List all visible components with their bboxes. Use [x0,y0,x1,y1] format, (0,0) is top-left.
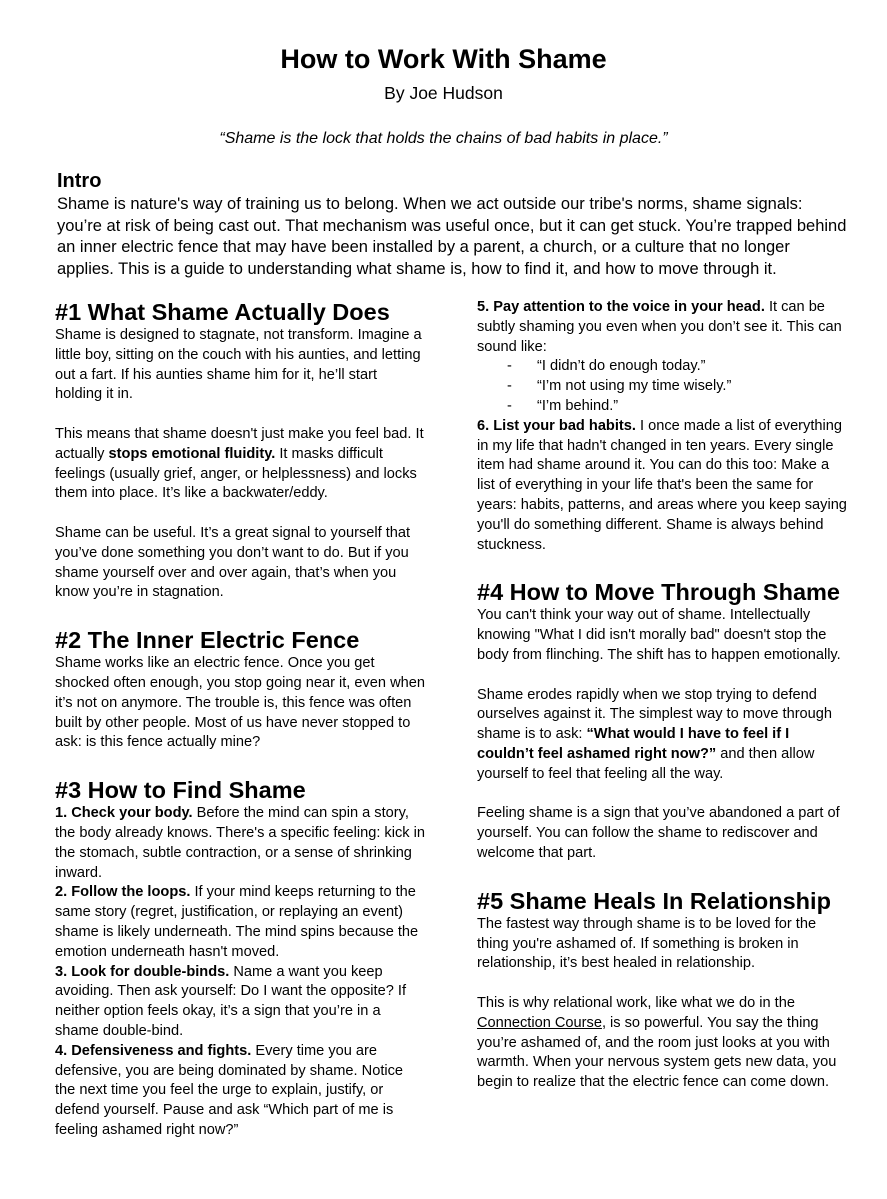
section-5-paragraph-2: This is why relational work, like what we do in the Connection Course, is so powerful. You say the thing you’re ashamed of, and the room just looks at you with warmth. When your nervous system gets new data, you begin to realize that the electric fence can come down. [477,994,837,1091]
section-2-heading: #2 The Inner Electric Fence [55,627,360,654]
section-4-paragraph-3: Feeling shame is a sign that you’ve abandoned a part of yourself. You can follow the shame to rediscover and welcome that part. [477,805,840,861]
section-5-heading: #5 Shame Heals In Relationship [477,887,831,914]
section-3-heading: #3 How to Find Shame [55,777,306,804]
epigraph-quote: “Shame is the lock that holds the chains of bad habits in place.” [219,130,668,147]
section-1-paragraph-3: Shame can be useful. It’s a great signal to yourself that you’ve done something you don’t want to do. But if you shame yourself over and over again, that’s when you know you’re in stagnation. [55,524,411,601]
section-1-paragraph-2: This means that shame doesn't just make you feel bad. It actually stops emotional fluidity. It masks difficult feelings (usually grief, anger, or helplessness) and locks them into place. It’s like a backwater/eddy. [55,425,424,502]
intro-heading: Intro [57,170,102,192]
find-step-5: 5. Pay attention to the voice in your head. It can be subtly shaming you even when you don’t see it. This can sound like: [477,299,842,355]
list-item: - “I’m not using my time wisely.” [507,378,732,395]
key-question: “What would I have to feel if I couldn’t feel ashamed right now?” [477,726,790,762]
find-step-4: 4. Defensiveness and fights. Every time you are defensive, you are being dominated by shame. Notice the next time you feel the urge to explain, justify, or defend yourself. Pause and ask “Which part of me is feeling ashamed right now?” [55,1042,404,1138]
author-byline: By Joe Hudson [384,83,503,103]
section-1-heading: #1 What Shame Actually Does [55,299,390,325]
intro-section [57,169,847,280]
connection-course-link[interactable]: Connection Course [477,1014,602,1031]
find-step-2: 2. Follow the loops. If your mind keeps returning to the same story (regret, justification, or replaying an event) shame is likely underneath. The mind spins because the emotion underneath hasn't moved. [55,884,419,960]
page-title: How to Work With Shame [280,44,607,74]
section-4-paragraph-1: You can't think your way out of shame. Intellectually knowing "What I did isn't morally bad" doesn't stop the body from flinching. The shift has to happen emotionally. [477,607,841,663]
find-step-1: 1. Check your body. Before the mind can spin a story, the body already knows. There's a specific feeling: kick in the stomach, subtle contraction, or a sense of shrinking inward. [55,805,425,881]
left-column [55,298,427,1141]
list-item: - “I didn’t do enough today.” [507,358,706,375]
section-4-paragraph-2: Shame erodes rapidly when we stop trying to defend ourselves against it. The simplest way to move through shame is to ask: “What would I have to feel if I couldn’t feel ashamed right now?” and then allow yourself to feel that feeling all the way. [477,686,833,782]
right-column [477,298,849,1093]
emphasis-text: stops emotional fluidity. [108,445,276,462]
section-2-paragraph-1: Shame works like an electric fence. Once you get shocked often enough, you stop going near it, even when it’s not on anymore. The trouble is, this fence was often built by other people. Most of us have never stopped to ask: is this fence actually mine? [55,655,425,751]
find-step-3: 3. Look for double-binds. Name a want you keep avoiding. Then ask yourself: Do I want the opposite? If neither option feels okay, it’s a sign that you’re in a shame double-bind. [55,963,406,1039]
section-5-paragraph-1: The fastest way through shame is to be loved for the thing you're ashamed of. If something is broken in relationship, it’s best healed in relationship. [477,915,817,972]
intro-text: Shame is nature's way of training us to belong. When we act outside our tribe's norms, shame signals: you’re at risk of being cast out. That mechanism was useful once, but it can get stuck. You’re trapped behind an inner electric fence that may have been installed by a parent, a church, or a culture that no longer applies. This is a guide to understanding what shame is, how to find it, and how to move through it. [57,195,847,278]
inner-voice-list [477,357,849,416]
find-step-6: 6. List your bad habits. I once made a list of everything in my life that hadn't changed in ten years. Every single item had shame around it. You can do this too: Make a list of everything in your life that's been the same for years: habits, patterns, and areas where you keep saying you'll do something different. Shame is always behind stuckness. [477,417,847,553]
list-item: - “I’m behind.” [507,397,619,414]
section-4-heading: #4 How to Move Through Shame [477,579,840,606]
section-1-paragraph-1: Shame is designed to stagnate, not transform. Imagine a little boy, sitting on the couch with his aunties, and letting out a fart. If his aunties shame him for it, he’ll start holding it in. [55,327,422,403]
